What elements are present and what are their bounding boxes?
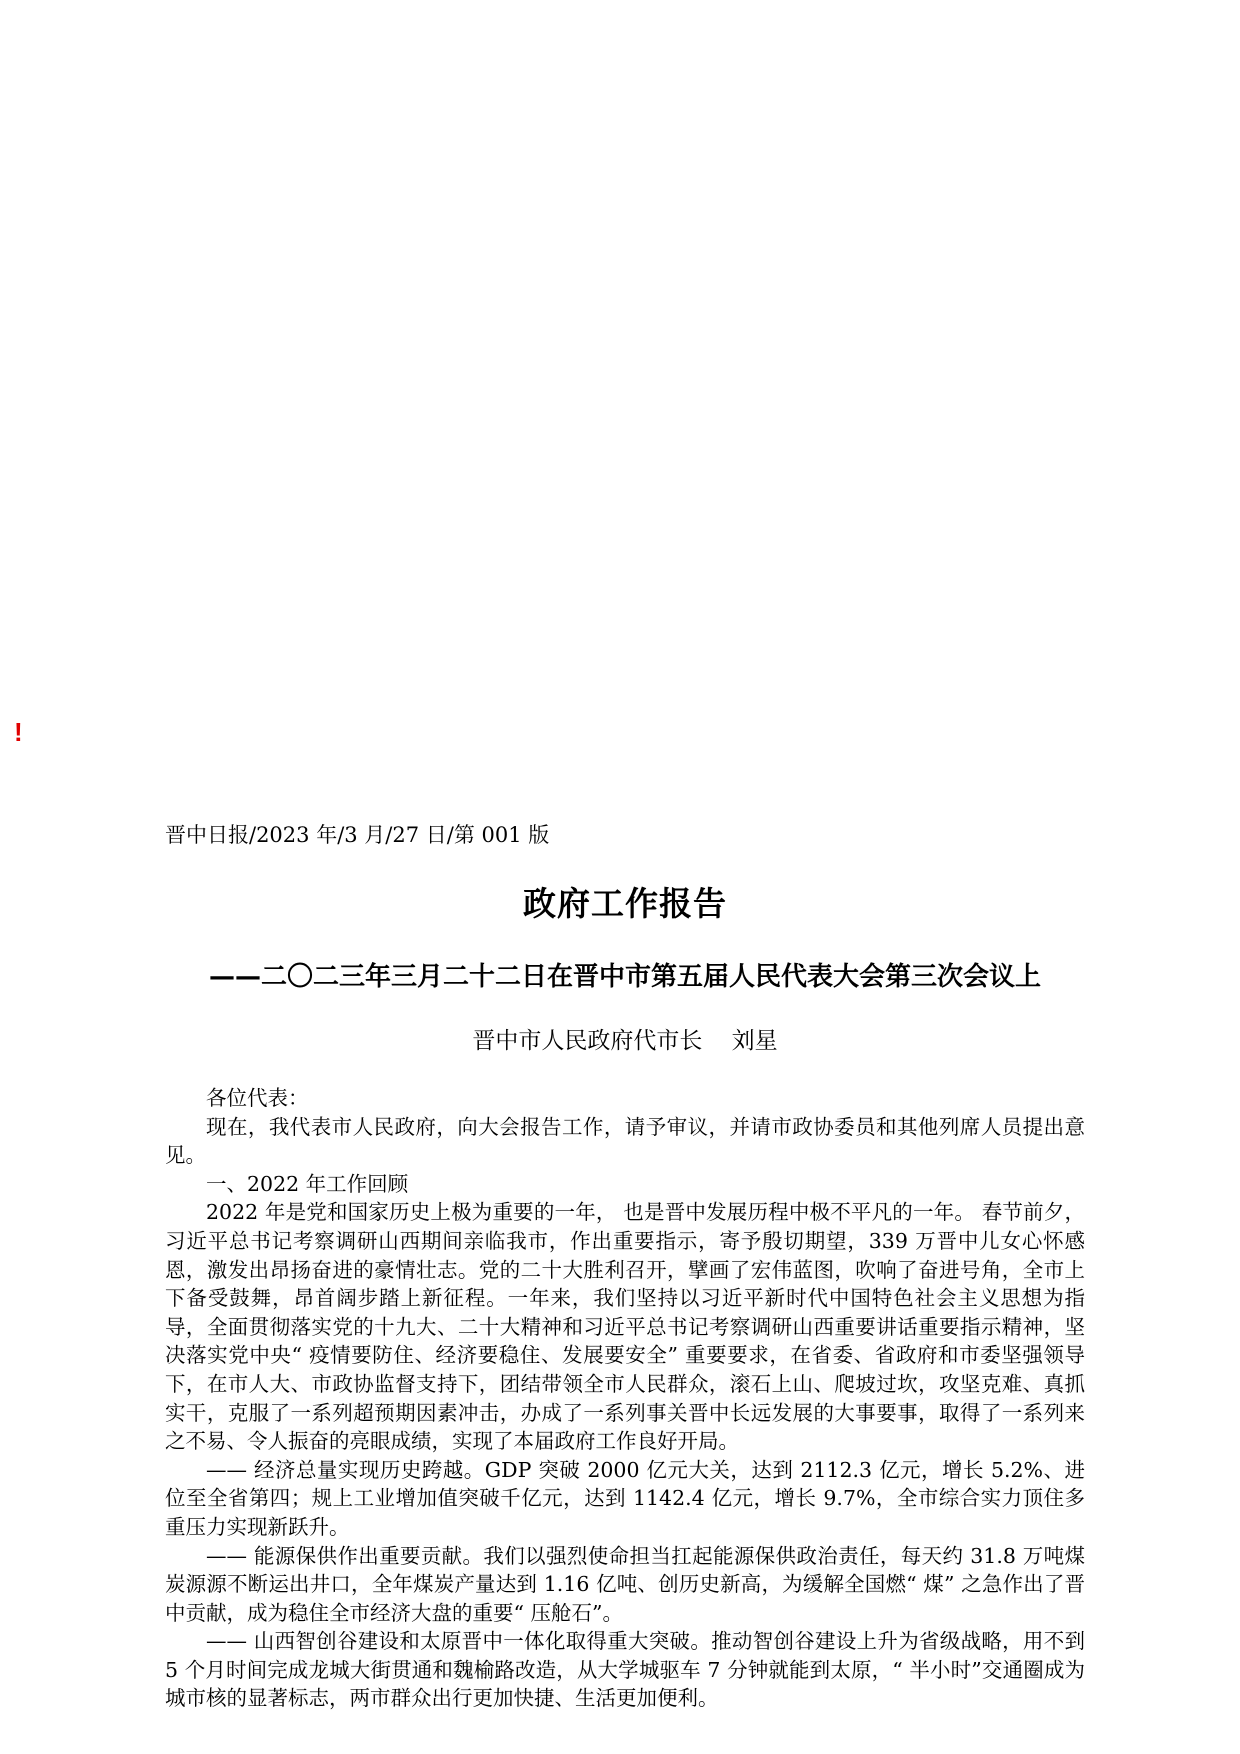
paragraph-energy: —— 能源保供作出重要贡献。我们以强烈使命担当扛起能源保供政治责任，每天约 31.8 万吨煤炭源源不断运出井口，全年煤炭产量达到 1.16 亿吨、创历史新高，为缓解全国燃“ 煤” 之急作出了晋中贡献，成为稳住全市经济大盘的重要“ 压舱石”。 <box>165 1543 1085 1625</box>
report-author: 晋中市人民政府代市长 刘星 <box>472 1028 778 1054</box>
paragraph-intro: 现在，我代表市人民政府，向大会报告工作，请予审议，并请市政协委员和其他列席人员提出意见。 <box>165 1114 1085 1168</box>
report-title: 政府工作报告 <box>523 884 727 923</box>
paragraph-economy: —— 经济总量实现历史跨越。GDP 突破 2000 亿元大关，达到 2112.3 亿元，增长 5.2%、进位至全省第四；规上工业增加值突破千亿元，达到 1142.4 亿元，增长 9.7%，全市综合实力顶住多重压力实现新跃升。 <box>165 1457 1085 1539</box>
section-heading: 一、2022 年工作回顾 <box>206 1171 409 1196</box>
paragraph-salutation: 各位代表： <box>206 1086 309 1110</box>
report-body <box>165 1084 1085 1713</box>
red-exclamation-mark: ! <box>14 717 23 747</box>
newspaper-dateline: 晋中日报/2023 年/3 月/27 日/第 001 版 <box>165 823 550 847</box>
report-subtitle: ——二〇二三年三月二十二日在晋中市第五届人民代表大会第三次会议上 <box>208 962 1041 992</box>
paragraph-review: 2022 年是党和国家历史上极为重要的一年， 也是晋中发展历程中极不平凡的一年。 春节前夕，习近平总书记考察调研山西期间亲临我市，作出重要指示，寄予殷切期望，339 万晋中儿女心怀感恩，激发出昂扬奋进的豪情壮志。党的二十大胜利召开，擘画了宏伟蓝图，吹响了奋进号角，全市上下备受鼓舞，昂首阔步踏上新征程。一年来，我们坚持以习近平新时代中国特色社会主义思想为指导，全面贯彻落实党的十九大、二十大精神和习近平总书记考察调研山西重要讲话重要指示精神，坚决落实党中央“ 疫情要防住、经济要稳住、发展要安全” 重要要求，在省委、省政府和市委坚强领导下，在市人大、市政协监督支持下，团结带领全市人民群众，滚石上山、爬坡过坎，攻坚克难、真抓实干，克服了一系列超预期因素冲击，办成了一系列事关晋中长远发展的大事要事，取得了一系列来之不易、令人振奋的亮眼成绩，实现了本届政府工作良好开局。 <box>165 1200 1085 1454</box>
paragraph-smart-valley: —— 山西智创谷建设和太原晋中一体化取得重大突破。推动智创谷建设上升为省级战略，用不到 5 个月时间完成龙城大街贯通和魏榆路改造，从大学城驱车 7 分钟就能到太原，“ 半小时”交通圈成为城市核的显著标志，两市群众出行更加快捷、生活更加便利。 <box>165 1629 1085 1711</box>
